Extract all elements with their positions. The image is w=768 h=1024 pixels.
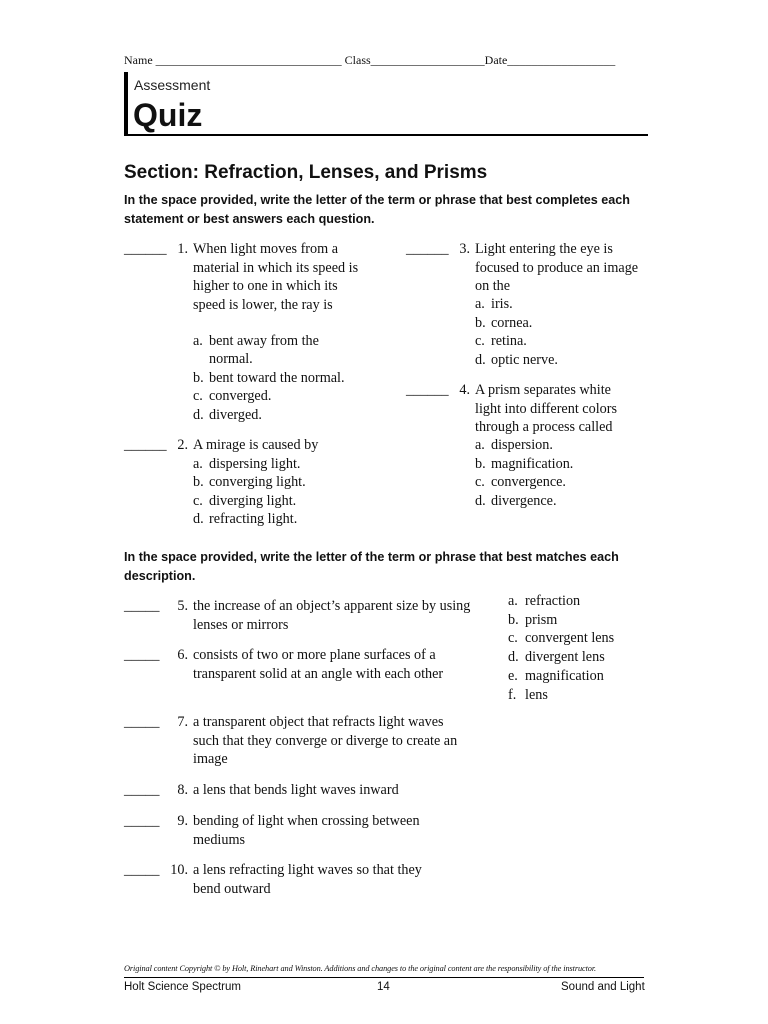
answer-blank[interactable]: _____	[124, 598, 160, 614]
item-number: 6.	[177, 647, 188, 663]
option-d: d. divergence.	[475, 493, 557, 509]
matching-item-8	[124, 781, 474, 803]
footer-rule	[124, 977, 644, 978]
footer-page-number: 14	[377, 981, 390, 993]
item-number: 5.	[177, 598, 188, 614]
question-3	[406, 240, 646, 370]
quiz-title: Quiz	[133, 97, 203, 133]
item-description: a lens refracting light waves so that they bend outward	[193, 862, 422, 897]
question-4	[406, 381, 646, 511]
matching-item-9	[124, 812, 474, 852]
option-a: a. bent away from the	[193, 333, 319, 349]
option-c: c. retina.	[475, 333, 527, 349]
option-d: d. optic nerve.	[475, 352, 558, 368]
question-2	[124, 436, 384, 531]
option-b: b. converging light.	[193, 474, 306, 490]
item-description: a lens that bends light waves inward	[193, 782, 399, 798]
answer-blank[interactable]: _____	[124, 813, 160, 829]
term-d: d. divergent lens	[508, 649, 605, 666]
item-description: bending of light when crossing between mediums	[193, 813, 420, 848]
option-a: a. iris.	[475, 296, 513, 312]
item-number: 9.	[177, 813, 188, 829]
option-a: a. dispersing light.	[193, 456, 301, 472]
option-b: b. bent toward the normal.	[193, 370, 345, 386]
answer-blank[interactable]: _____	[124, 647, 160, 663]
part2-instructions: In the space provided, write the letter of the term or phrase that best matches each description.	[124, 550, 619, 583]
option-c: c. diverging light.	[193, 493, 297, 509]
item-number: 7.	[177, 714, 188, 730]
option-d: d. refracting light.	[193, 511, 298, 527]
question-number: 1.	[177, 241, 188, 257]
option-b: b. magnification.	[475, 456, 574, 472]
matching-item-10	[124, 861, 474, 901]
option-a: a. dispersion.	[475, 437, 553, 453]
option-c: c. converged.	[193, 388, 272, 404]
question-stem: Light entering the eye is focused to produce an image on the	[475, 241, 639, 294]
item-number: 8.	[177, 782, 188, 798]
question-stem: When light moves from a material in which its speed is higher to one in which its speed is lower, the ray is	[193, 241, 359, 313]
term-c: c. convergent lens	[508, 630, 615, 647]
question-1	[124, 240, 384, 430]
question-number: 4.	[459, 382, 470, 398]
term-b: b. prism	[508, 611, 558, 628]
footer-book-title: Holt Science Spectrum	[124, 981, 241, 993]
item-description: the increase of an object’s apparent size by using lenses or mirrors	[193, 598, 471, 633]
copyright-notice: Original content Copyright © by Holt, Rinehart and Winston. Additions and changes to the original content are the responsibility of the instructor.	[124, 964, 597, 973]
term-a: a. refraction	[508, 593, 581, 609]
option-c: c. convergence.	[475, 474, 566, 490]
term-f: f. lens	[508, 686, 548, 703]
answer-blank[interactable]: _____	[124, 714, 160, 730]
part1-instructions: In the space provided, write the letter of the term or phrase that best completes each statement or best answers each question.	[124, 193, 630, 226]
assessment-label: Assessment	[134, 77, 211, 93]
question-stem: A mirage is caused by	[193, 437, 319, 453]
terms-list	[508, 592, 614, 704]
term-e: e. magnification	[508, 667, 604, 684]
footer-chapter-title: Sound and Light	[561, 981, 645, 993]
answer-blank[interactable]: _____	[124, 862, 160, 878]
question-number: 2.	[177, 437, 188, 453]
item-description: consists of two or more plane surfaces of a transparent solid at an angle with each other	[193, 647, 444, 682]
answer-blank[interactable]: _____	[124, 782, 160, 798]
answer-blank[interactable]: ______	[406, 382, 449, 398]
option-a-continued: normal.	[209, 351, 253, 367]
question-number: 3.	[459, 241, 470, 257]
option-b: b. cornea.	[475, 315, 533, 331]
matching-item-6	[124, 646, 474, 704]
answer-blank[interactable]: ______	[406, 241, 449, 257]
question-stem: A prism separates white light into different colors through a process called	[475, 382, 617, 435]
answer-blank[interactable]: ______	[124, 437, 167, 453]
option-d: d. diverged.	[193, 407, 262, 423]
name-class-date-line: Name _______________________________ Class___________________Date__________________	[124, 53, 616, 67]
matching-item-7	[124, 713, 474, 771]
item-number: 10.	[170, 862, 188, 878]
matching-item-5	[124, 597, 474, 637]
answer-blank[interactable]: ______	[124, 241, 167, 257]
section-title: Section: Refraction, Lenses, and Prisms	[124, 162, 488, 183]
item-description: a transparent object that refracts light waves such that they converge or diverge to create an image	[193, 714, 458, 767]
